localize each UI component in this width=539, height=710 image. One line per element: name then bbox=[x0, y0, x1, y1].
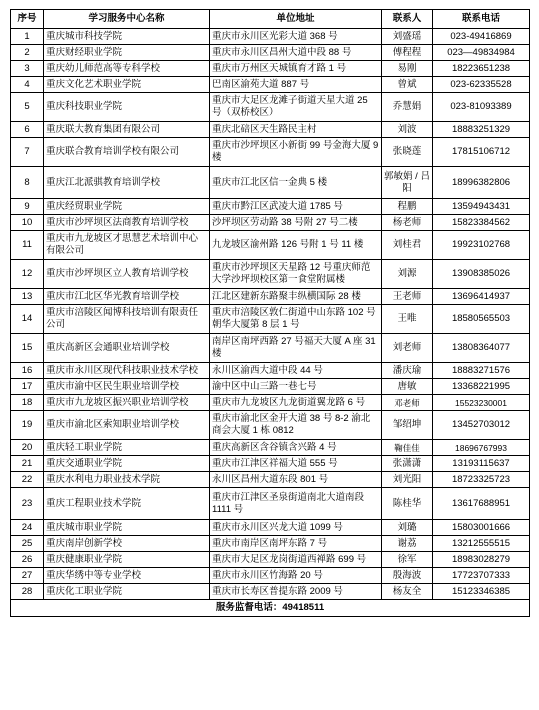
phone-number: 19923102768 bbox=[433, 231, 530, 260]
phone-number: 15123346385 bbox=[433, 584, 530, 600]
address: 重庆市渝北区金开大道 38 号 8-2 渝北商会大厦 1 栋 0812 bbox=[210, 411, 382, 440]
header-phone: 联系电话 bbox=[433, 10, 530, 29]
phone-number: 13594943431 bbox=[433, 199, 530, 215]
address: 重庆高新区含谷镇含兴路 4 号 bbox=[210, 440, 382, 456]
address: 重庆市涪陵区敦仁街道中山东路 102 号朝华大厦第 8 层 1 号 bbox=[210, 305, 382, 334]
phone-number: 13368221995 bbox=[433, 379, 530, 395]
phone-number: 13696414937 bbox=[433, 289, 530, 305]
table-row bbox=[11, 93, 530, 122]
center-name: 重庆经贸职业学院 bbox=[44, 199, 210, 215]
header-contact: 联系人 bbox=[382, 10, 433, 29]
center-name: 重庆联合教育培训学校有限公司 bbox=[44, 138, 210, 167]
center-name: 重庆华绣中等专业学校 bbox=[44, 568, 210, 584]
table-row bbox=[11, 122, 530, 138]
center-name: 重庆工程职业技术学院 bbox=[44, 488, 210, 520]
row-number: 3 bbox=[11, 61, 44, 77]
center-name: 重庆城市科技学院 bbox=[44, 29, 210, 45]
table-row bbox=[11, 520, 530, 536]
contact-person: 殷海波 bbox=[382, 568, 433, 584]
contact-person: 潘庆瑜 bbox=[382, 363, 433, 379]
table-row bbox=[11, 215, 530, 231]
row-number: 8 bbox=[11, 167, 44, 199]
address: 渝中区中山三路一巷七号 bbox=[210, 379, 382, 395]
row-number: 21 bbox=[11, 456, 44, 472]
phone-number: 18983028279 bbox=[433, 552, 530, 568]
table-row bbox=[11, 138, 530, 167]
table-wrapper bbox=[10, 9, 529, 617]
table-row bbox=[11, 289, 530, 305]
address: 重庆市永川区光彩大道 368 号 bbox=[210, 29, 382, 45]
address: 重庆市沙坪坝区天星路 12 号重庆师范大学沙坪坝校区第一食堂附属楼 bbox=[210, 260, 382, 289]
contact-person: 傅程程 bbox=[382, 45, 433, 61]
contact-person: 杨老师 bbox=[382, 215, 433, 231]
header-no: 序号 bbox=[11, 10, 44, 29]
row-number: 12 bbox=[11, 260, 44, 289]
row-number: 11 bbox=[11, 231, 44, 260]
table-row bbox=[11, 568, 530, 584]
service-center-table bbox=[10, 9, 530, 617]
phone-number: 18883251329 bbox=[433, 122, 530, 138]
address: 重庆市永川区昌州大道中段 88 号 bbox=[210, 45, 382, 61]
row-number: 4 bbox=[11, 77, 44, 93]
contact-person: 邓老师 bbox=[382, 395, 433, 411]
address: 南岸区南坪西路 27 号福天大厦 A 座 31 楼 bbox=[210, 334, 382, 363]
table-row bbox=[11, 77, 530, 93]
center-name: 重庆文化艺术职业学院 bbox=[44, 77, 210, 93]
phone-number: 13212555515 bbox=[433, 536, 530, 552]
contact-person: 刘桂君 bbox=[382, 231, 433, 260]
table-row bbox=[11, 536, 530, 552]
contact-person: 刘光阳 bbox=[382, 472, 433, 488]
table-row bbox=[11, 472, 530, 488]
header-address: 单位地址 bbox=[210, 10, 382, 29]
row-number: 25 bbox=[11, 536, 44, 552]
phone-number: 13908385026 bbox=[433, 260, 530, 289]
row-number: 17 bbox=[11, 379, 44, 395]
phone-number: 15803001666 bbox=[433, 520, 530, 536]
row-number: 20 bbox=[11, 440, 44, 456]
address: 重庆北碚区天生路民主村 bbox=[210, 122, 382, 138]
table-row bbox=[11, 395, 530, 411]
address: 重庆市永川区兴龙大道 1099 号 bbox=[210, 520, 382, 536]
contact-person: 郭敏娟 / 吕阳 bbox=[382, 167, 433, 199]
address: 重庆市南岸区南坪东路 7 号 bbox=[210, 536, 382, 552]
contact-person: 刘盛瑶 bbox=[382, 29, 433, 45]
address: 重庆市黔江区武凌大道 1785 号 bbox=[210, 199, 382, 215]
phone-number: 18996382806 bbox=[433, 167, 530, 199]
contact-person: 刘源 bbox=[382, 260, 433, 289]
phone-number: 18883271576 bbox=[433, 363, 530, 379]
table-row bbox=[11, 29, 530, 45]
center-name: 重庆健康职业学院 bbox=[44, 552, 210, 568]
phone-number: 18580565503 bbox=[433, 305, 530, 334]
address: 沙坪坝区劳动路 38 号附 27 号二楼 bbox=[210, 215, 382, 231]
contact-person: 谢荔 bbox=[382, 536, 433, 552]
contact-person: 鞠佳佳 bbox=[382, 440, 433, 456]
phone-number: 023—49834984 bbox=[433, 45, 530, 61]
contact-person: 曾斌 bbox=[382, 77, 433, 93]
address: 重庆市江津区祥福大道 555 号 bbox=[210, 456, 382, 472]
center-name: 重庆市江北区华光教育培训学校 bbox=[44, 289, 210, 305]
table-row bbox=[11, 167, 530, 199]
phone-number: 18723325723 bbox=[433, 472, 530, 488]
center-name: 重庆南岸创新学校 bbox=[44, 536, 210, 552]
table-row bbox=[11, 260, 530, 289]
contact-person: 陈桂华 bbox=[382, 488, 433, 520]
center-name: 重庆水利电力职业技术学院 bbox=[44, 472, 210, 488]
phone-number: 023-81093389 bbox=[433, 93, 530, 122]
address: 永川区昌州大道东段 801 号 bbox=[210, 472, 382, 488]
address: 永川区渝西大道中段 44 号 bbox=[210, 363, 382, 379]
table-row bbox=[11, 363, 530, 379]
center-name: 重庆化工职业学院 bbox=[44, 584, 210, 600]
phone-number: 15823384562 bbox=[433, 215, 530, 231]
center-name: 重庆市永川区现代科技职业技术学校 bbox=[44, 363, 210, 379]
table-row bbox=[11, 45, 530, 61]
table-row bbox=[11, 456, 530, 472]
phone-number: 17723707333 bbox=[433, 568, 530, 584]
center-name: 重庆城市职业学院 bbox=[44, 520, 210, 536]
table-row bbox=[11, 334, 530, 363]
center-name: 重庆市九龙坡区振兴职业培训学校 bbox=[44, 395, 210, 411]
table-row bbox=[11, 440, 530, 456]
center-name: 重庆联大教育集团有限公司 bbox=[44, 122, 210, 138]
address: 重庆市永川区竹海路 20 号 bbox=[210, 568, 382, 584]
phone-number: 023-49416869 bbox=[433, 29, 530, 45]
address: 重庆市沙坪坝区小新街 99 号金海大厦 9 楼 bbox=[210, 138, 382, 167]
table-row bbox=[11, 379, 530, 395]
contact-person: 王唯 bbox=[382, 305, 433, 334]
table-row bbox=[11, 584, 530, 600]
contact-person: 程鹏 bbox=[382, 199, 433, 215]
center-name: 重庆市沙坪坝区立人教育培训学校 bbox=[44, 260, 210, 289]
row-number: 13 bbox=[11, 289, 44, 305]
row-number: 18 bbox=[11, 395, 44, 411]
row-number: 19 bbox=[11, 411, 44, 440]
table-body bbox=[11, 29, 530, 600]
center-name: 重庆财经职业学院 bbox=[44, 45, 210, 61]
address: 重庆市大足区龙岗街道西禅路 699 号 bbox=[210, 552, 382, 568]
footer-row bbox=[11, 600, 530, 617]
table-row bbox=[11, 61, 530, 77]
contact-person: 乔慧娟 bbox=[382, 93, 433, 122]
phone-number: 18696767993 bbox=[433, 440, 530, 456]
address: 重庆市江北区信一金典 5 楼 bbox=[210, 167, 382, 199]
center-name: 重庆市渝中区民生职业培训学校 bbox=[44, 379, 210, 395]
contact-person: 刘老师 bbox=[382, 334, 433, 363]
contact-person: 易刚 bbox=[382, 61, 433, 77]
row-number: 27 bbox=[11, 568, 44, 584]
table-row bbox=[11, 199, 530, 215]
phone-number: 13808364077 bbox=[433, 334, 530, 363]
center-name: 重庆市涪陵区闻博科技培训有限责任公司 bbox=[44, 305, 210, 334]
table-row bbox=[11, 552, 530, 568]
row-number: 1 bbox=[11, 29, 44, 45]
row-number: 15 bbox=[11, 334, 44, 363]
address: 重庆市万州区天城镇育才路 1 号 bbox=[210, 61, 382, 77]
table-row bbox=[11, 305, 530, 334]
header-name: 学习服务中心名称 bbox=[44, 10, 210, 29]
row-number: 5 bbox=[11, 93, 44, 122]
phone-number: 17815106712 bbox=[433, 138, 530, 167]
phone-number: 13193115637 bbox=[433, 456, 530, 472]
table-row bbox=[11, 488, 530, 520]
contact-person: 徐军 bbox=[382, 552, 433, 568]
table-row bbox=[11, 411, 530, 440]
contact-person: 张潇潇 bbox=[382, 456, 433, 472]
address: 九龙坡区渝州路 126 号附 1 号 11 楼 bbox=[210, 231, 382, 260]
row-number: 9 bbox=[11, 199, 44, 215]
center-name: 重庆幼儿师范高等专科学校 bbox=[44, 61, 210, 77]
table-row bbox=[11, 231, 530, 260]
address: 重庆市江津区圣泉街道南北大道南段 1111 号 bbox=[210, 488, 382, 520]
address: 重庆市九龙坡区九龙街道翼龙路 6 号 bbox=[210, 395, 382, 411]
address: 江北区建新东路聚丰纵横国际 28 楼 bbox=[210, 289, 382, 305]
contact-person: 邹绍坤 bbox=[382, 411, 433, 440]
phone-number: 13617688951 bbox=[433, 488, 530, 520]
row-number: 6 bbox=[11, 122, 44, 138]
contact-person: 张晓莲 bbox=[382, 138, 433, 167]
address: 重庆市大足区龙滩子街道天星大道 25 号（双桥校区） bbox=[210, 93, 382, 122]
phone-number: 18223651238 bbox=[433, 61, 530, 77]
address: 重庆市长寿区普提东路 2009 号 bbox=[210, 584, 382, 600]
center-name: 重庆交通职业学院 bbox=[44, 456, 210, 472]
phone-number: 13452703012 bbox=[433, 411, 530, 440]
phone-number: 15523230001 bbox=[433, 395, 530, 411]
contact-person: 唐敏 bbox=[382, 379, 433, 395]
row-number: 2 bbox=[11, 45, 44, 61]
center-name: 重庆高新区会通职业培训学校 bbox=[44, 334, 210, 363]
row-number: 24 bbox=[11, 520, 44, 536]
phone-number: 023-62335528 bbox=[433, 77, 530, 93]
row-number: 23 bbox=[11, 488, 44, 520]
row-number: 7 bbox=[11, 138, 44, 167]
row-number: 16 bbox=[11, 363, 44, 379]
center-name: 重庆市沙坪坝区法商教育培训学校 bbox=[44, 215, 210, 231]
contact-person: 刘璐 bbox=[382, 520, 433, 536]
contact-person: 王老师 bbox=[382, 289, 433, 305]
center-name: 重庆轻工职业学院 bbox=[44, 440, 210, 456]
row-number: 10 bbox=[11, 215, 44, 231]
row-number: 26 bbox=[11, 552, 44, 568]
center-name: 重庆市九龙坡区才思慧艺术培训中心有限公司 bbox=[44, 231, 210, 260]
center-name: 重庆江北派骐教育培训学校 bbox=[44, 167, 210, 199]
row-number: 22 bbox=[11, 472, 44, 488]
contact-person: 杨友全 bbox=[382, 584, 433, 600]
table-header-row bbox=[11, 10, 530, 29]
row-number: 14 bbox=[11, 305, 44, 334]
address: 巴南区渝苑大道 887 号 bbox=[210, 77, 382, 93]
row-number: 28 bbox=[11, 584, 44, 600]
supervision-phone: 服务监督电话：49418511 bbox=[11, 600, 530, 617]
center-name: 重庆市渝北区索知职业培训学校 bbox=[44, 411, 210, 440]
contact-person: 刘波 bbox=[382, 122, 433, 138]
center-name: 重庆科技职业学院 bbox=[44, 93, 210, 122]
